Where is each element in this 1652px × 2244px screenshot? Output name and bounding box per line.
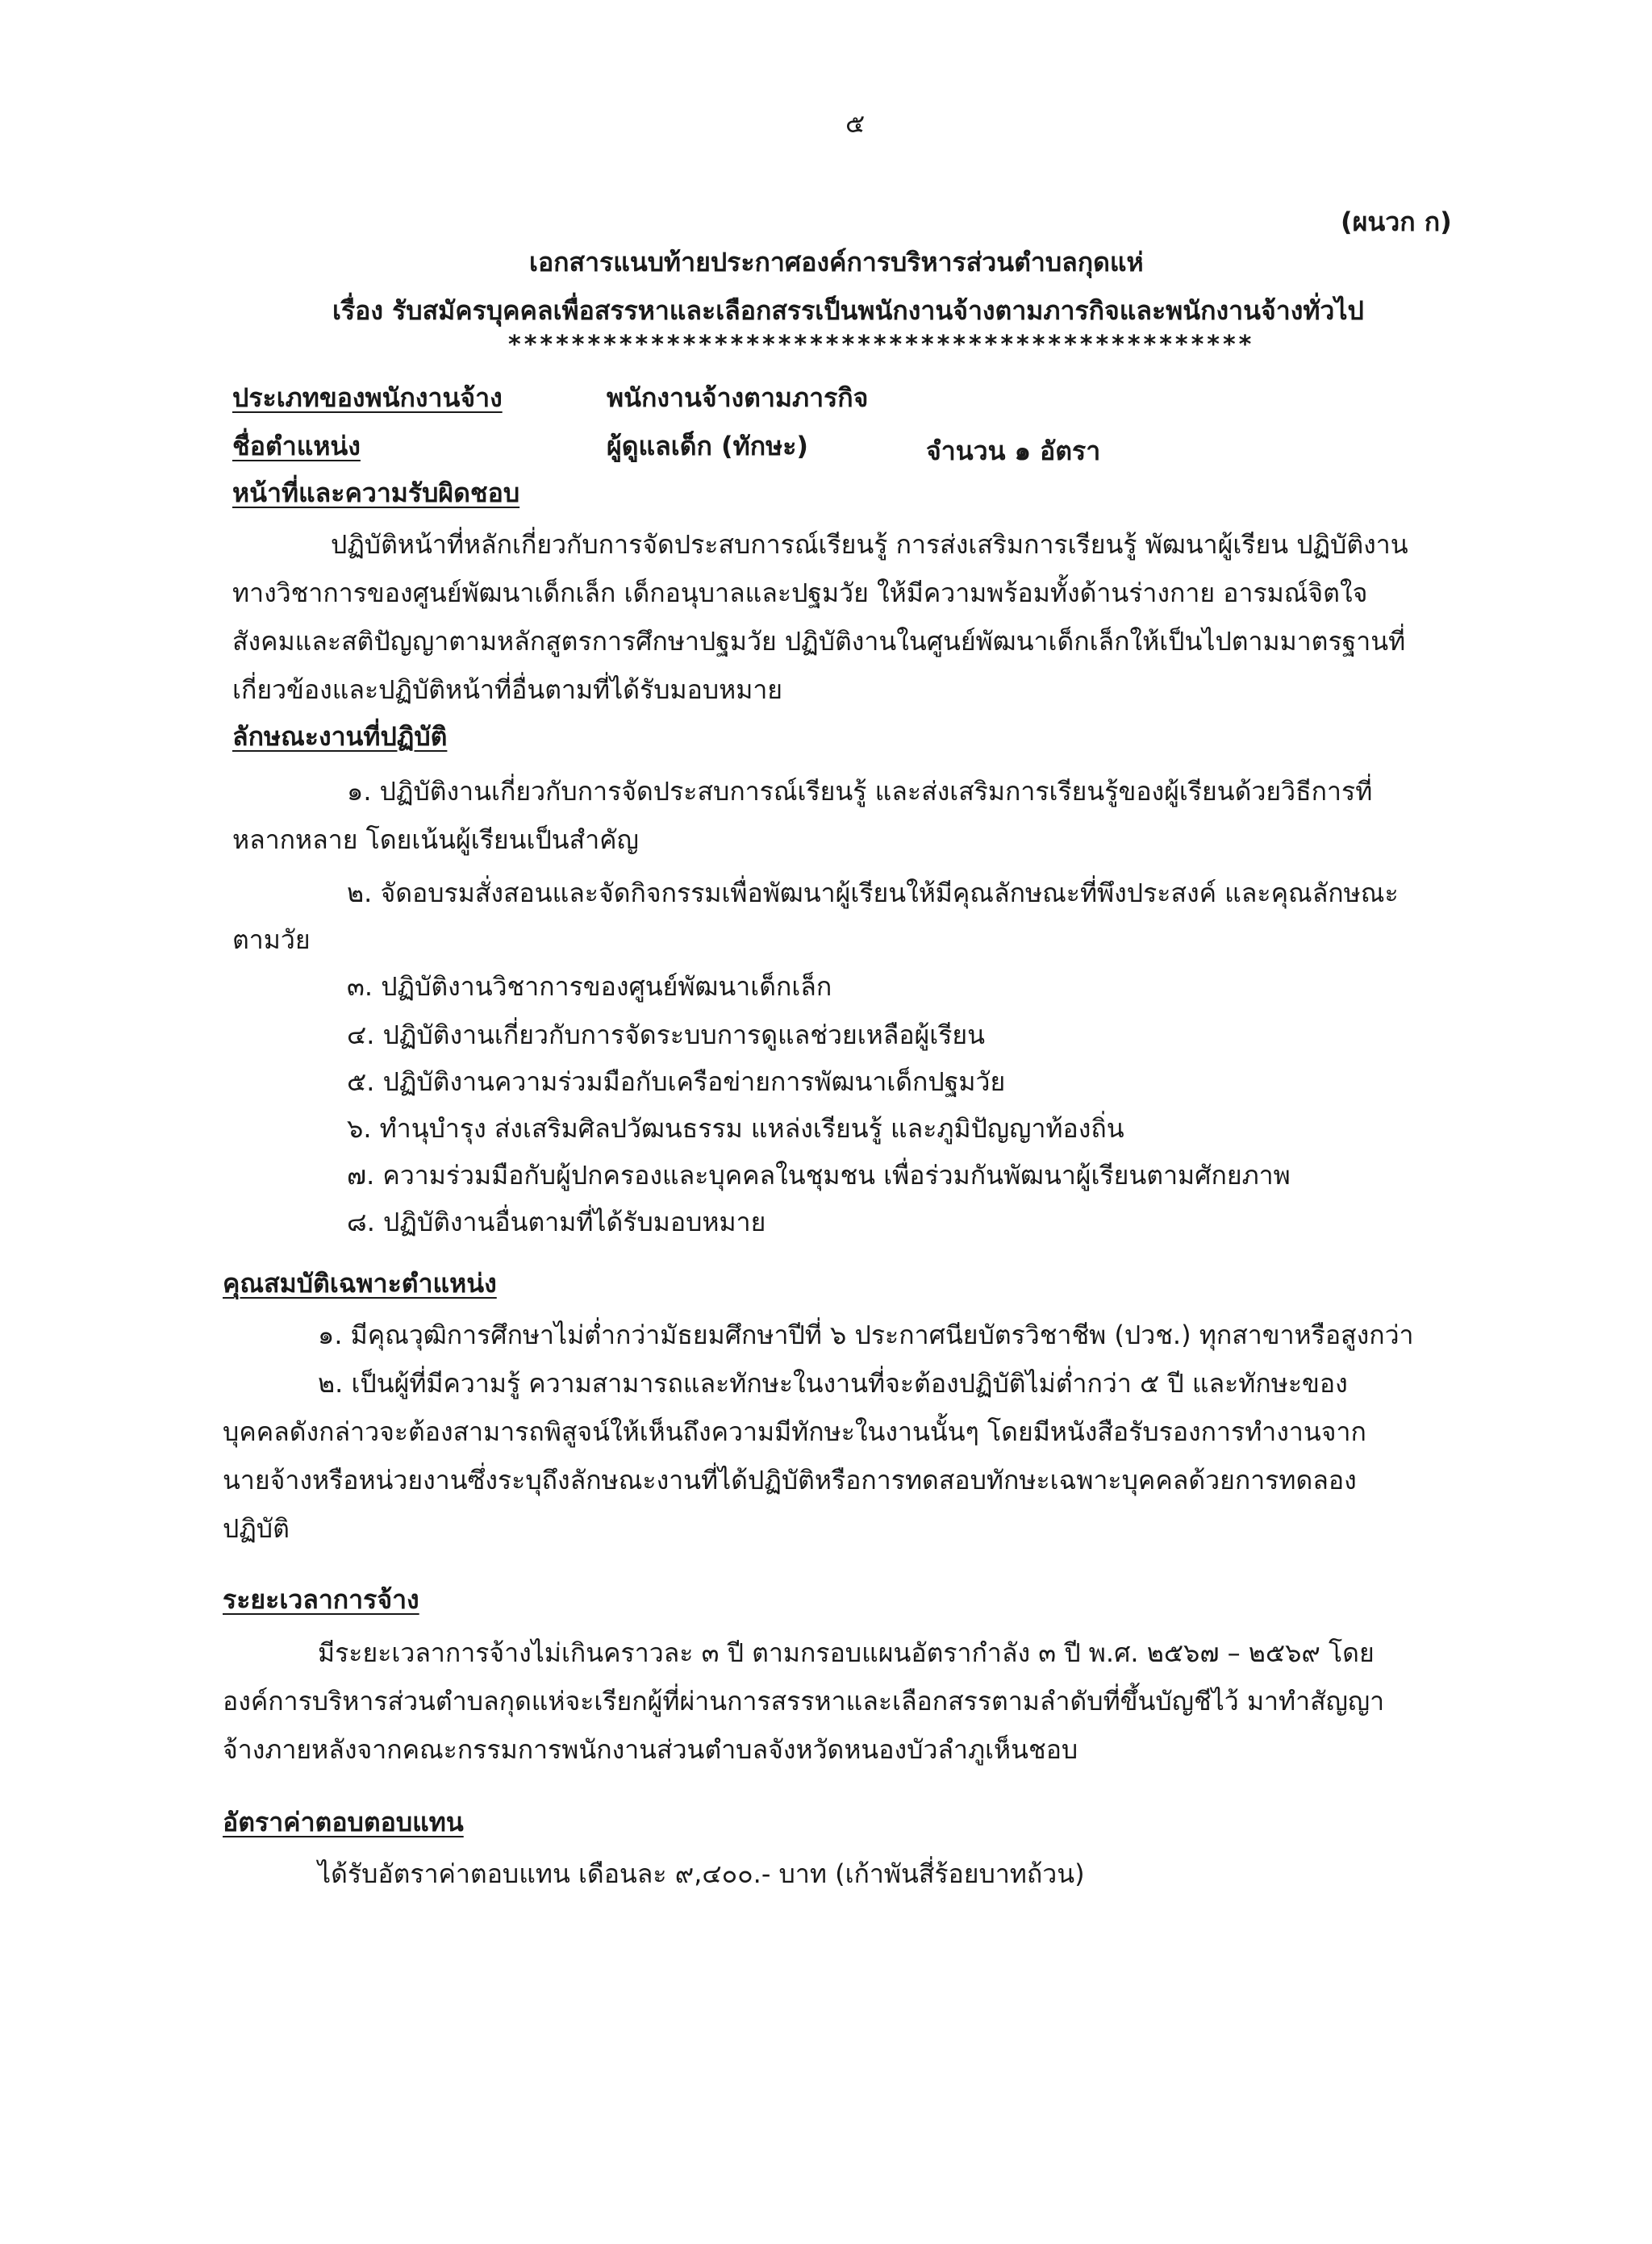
work-item-2: ๒. จัดอบรมสั่งสอนและจัดกิจกรรมเพื่อพัฒนาผู้เรียนให้มีคุณลักษณะที่พึงประสงค์ และคุณลักษณะ [347,878,1399,908]
qualification-item-2: ๒. เป็นผู้ที่มีความรู้ ความสามารถและทักษะในงานที่จะต้องปฏิบัติไม่ต่ำกว่า ๕ ปี และทักษะของ [318,1368,1348,1399]
duties-line: เกี่ยวข้องและปฏิบัติหน้าที่อื่นตามที่ได้รับมอบหมาย [232,674,783,705]
qualification-item-2-cont: ปฏิบัติ [223,1513,290,1544]
employment-period-heading: ระยะเวลาการจ้าง [223,1584,419,1615]
duties-line: ทางวิชาการของศูนย์พัฒนาเด็กเล็ก เด็กอนุบาลและปฐมวัย ให้มีความพร้อมทั้งด้านร่างกาย อารมณ์จิตใจ [232,578,1368,608]
employee-type-label: ประเภทของพนักงานจ้าง [232,382,503,413]
qualification-item-1: ๑. มีคุณวุฒิการศึกษาไม่ต่ำกว่ามัธยมศึกษาปีที่ ๖ ประกาศนียบัตรวิชาชีพ (ปวช.) ทุกสาขาหรือสูงกว่า [318,1320,1414,1350]
position-count: จำนวน ๑ อัตรา [926,436,1101,466]
duties-line: สังคมและสติปัญญาตามหลักสูตรการศึกษาปฐมวัย ปฏิบัติงานในศูนย์พัฒนาเด็กเล็กให้เป็นไปตามมาตรฐานที่ [232,626,1406,657]
page-number: ๕ [845,108,866,139]
qualification-item-2-cont: นายจ้างหรือหน่วยงานซึ่งระบุถึงลักษณะงานที่ได้ปฏิบัติหรือการทดสอบทักษะเฉพาะบุคคลด้วยการทดลอง [223,1465,1357,1495]
position-name-label: ชื่อตำแหน่ง [232,431,361,461]
header-separator: *********************************************** [508,331,1255,359]
duties-heading: หน้าที่และความรับผิดชอบ [232,478,520,508]
work-item: ๕. ปฏิบัติงานความร่วมมือกับเครือข่ายการพัฒนาเด็กปฐมวัย [347,1066,1006,1097]
duties-line: ปฏิบัติหน้าที่หลักเกี่ยวกับการจัดประสบการณ์เรียนรู้ การส่งเสริมการเรียนรู้ พัฒนาผู้เรียน ปฏิบัติงาน [331,529,1408,560]
work-heading: ลักษณะงานที่ปฏิบัติ [232,721,448,752]
qualification-item-2-cont: บุคคลดังกล่าวจะต้องสามารถพิสูจน์ให้เห็นถึงความมีทักษะในงานนั้นๆ โดยมีหนังสือรับรองการทำงานจาก [223,1416,1366,1447]
employment-period-line: องค์การบริหารส่วนตำบลกุดแห่จะเรียกผู้ที่ผ่านการสรรหาและเลือกสรรตามลำดับที่ขึ้นบัญชีไว้ มาทำสัญญา [223,1686,1385,1716]
work-item: ๓. ปฏิบัติงานวิชาการของศูนย์พัฒนาเด็กเล็ก [347,971,832,1002]
compensation-heading: อัตราค่าตอบตอบแทน [223,1807,464,1837]
work-item: ๗. ความร่วมมือกับผู้ปกครองและบุคคลในชุมชน เพื่อร่วมกันพัฒนาผู้เรียนตามศักยภาพ [347,1160,1291,1191]
position-name-value: ผู้ดูแลเด็ก (ทักษะ) [607,431,808,461]
employment-period-line: มีระยะเวลาการจ้างไม่เกินคราวละ ๓ ปี ตามกรอบแผนอัตรากำลัง ๓ ปี พ.ศ. ๒๕๖๗ – ๒๕๖๙ โดย [318,1637,1375,1668]
employment-period-line: จ้างภายหลังจากคณะกรรมการพนักงานส่วนตำบลจังหวัดหนองบัวลำภูเห็นชอบ [223,1734,1078,1765]
employee-type-value: พนักงานจ้างตามภารกิจ [607,382,869,413]
qualifications-heading: คุณสมบัติเฉพาะตำแหน่ง [223,1268,497,1299]
document-header-line1: เอกสารแนบท้ายประกาศองค์การบริหารส่วนตำบลกุดแห่ [529,247,1144,277]
work-item: ๖. ทำนุบำรุง ส่งเสริมศิลปวัฒนธรรม แหล่งเรียนรู้ และภูมิปัญญาท้องถิ่น [347,1113,1124,1144]
work-item-1-cont: หลากหลาย โดยเน้นผู้เรียนเป็นสำคัญ [232,824,639,855]
work-item: ๔. ปฏิบัติงานเกี่ยวกับการจัดระบบการดูแลช่วยเหลือผู้เรียน [347,1020,986,1050]
work-item-1: ๑. ปฏิบัติงานเกี่ยวกับการจัดประสบการณ์เรียนรู้ และส่งเสริมการเรียนรู้ของผู้เรียนด้วยวิธีการที่ [347,776,1373,807]
work-item-2-cont: ตามวัย [232,924,311,955]
work-item: ๘. ปฏิบัติงานอื่นตามที่ได้รับมอบหมาย [347,1207,766,1237]
attachment-label: (ผนวก ก) [1341,206,1452,237]
compensation-text: ได้รับอัตราค่าตอบแทน เดือนละ ๙,๔๐๐.- บาท (เก้าพันสี่ร้อยบาทถ้วน) [318,1858,1085,1889]
document-header-line2: เรื่อง รับสมัครบุคคลเพื่อสรรหาและเลือกสรรเป็นพนักงานจ้างตามภารกิจและพนักงานจ้างทั่วไป [332,295,1364,326]
